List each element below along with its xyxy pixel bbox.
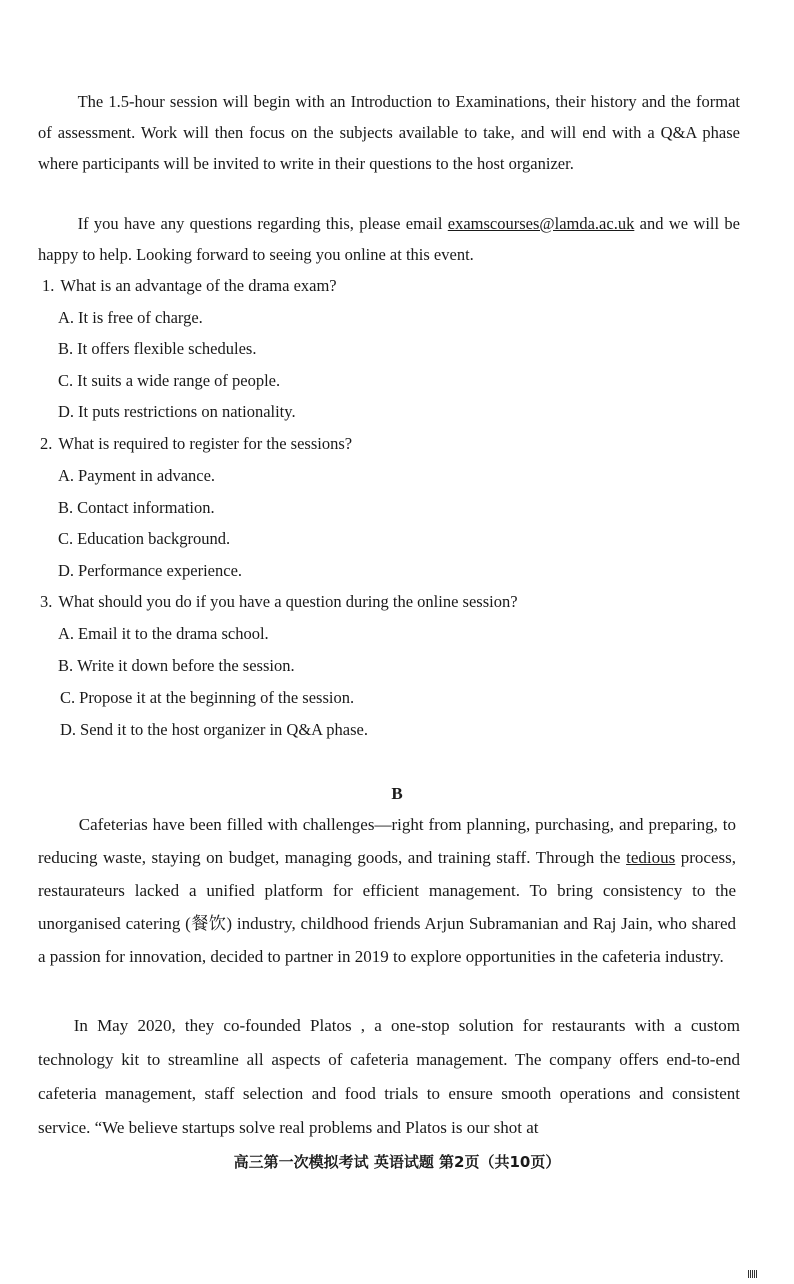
paragraph-2-text-start: If you have any questions regarding this, please email bbox=[77, 214, 448, 233]
option-text: Education background. bbox=[77, 529, 231, 548]
option-letter: B. bbox=[58, 498, 74, 517]
question-1-option-d bbox=[58, 396, 296, 427]
question-number: 3. bbox=[40, 592, 53, 611]
question-2-option-a bbox=[58, 460, 215, 491]
question-2 bbox=[40, 428, 352, 459]
option-letter: C. bbox=[58, 529, 74, 548]
question-3-option-b bbox=[58, 650, 295, 681]
option-text: Propose it at the beginning of the session. bbox=[79, 688, 355, 707]
option-text: Email it to the drama school. bbox=[78, 624, 269, 643]
paragraph-1-text-start: Cafeterias have been filled with challenges—right from planning, purchasing, and preparing, to reducing waste, staying on budget, managing goods, and training staff. Through the bbox=[38, 815, 736, 867]
question-1-option-c bbox=[58, 365, 280, 396]
paragraph-1-text-end: process, restaurateurs lacked a unified platform for efficient management. To bring consistency to the unorganised catering (餐饮) industry, childhood friends Arjun Subramanian and Raj Jain, who shared a passion for innovation, decided to partner in 2019 to explore opportunities in the cafeteria industry. bbox=[38, 848, 736, 966]
option-text: It suits a wide range of people. bbox=[77, 371, 281, 390]
option-letter: D. bbox=[60, 720, 77, 739]
email-link[interactable]: examscourses@lamda.ac.uk bbox=[447, 214, 635, 233]
option-text: Write it down before the session. bbox=[77, 656, 295, 675]
question-1 bbox=[42, 270, 337, 301]
section-b-title: B bbox=[391, 784, 403, 803]
question-3 bbox=[40, 586, 518, 617]
underlined-word-tedious: tedious bbox=[626, 848, 676, 867]
option-text: It offers flexible schedules. bbox=[77, 339, 257, 358]
question-number: 1. bbox=[42, 276, 55, 295]
question-1-option-b bbox=[58, 333, 256, 364]
option-text: Payment in advance. bbox=[78, 466, 216, 485]
option-text: It puts restrictions on nationality. bbox=[78, 402, 296, 421]
question-2-option-d bbox=[58, 555, 242, 586]
question-text: What is an advantage of the drama exam? bbox=[60, 276, 337, 295]
option-letter: B. bbox=[58, 339, 74, 358]
corner-scan-mark-icon bbox=[748, 1270, 758, 1278]
option-text: Send it to the host organizer in Q&A phase. bbox=[80, 720, 368, 739]
question-2-option-b bbox=[58, 492, 215, 523]
passage-a-paragraph-2 bbox=[38, 208, 740, 270]
paragraph-2-text-end: and we will be happy to help. Looking forward to seeing you online at this event. bbox=[38, 214, 740, 264]
option-letter: A. bbox=[58, 466, 75, 485]
passage-b-paragraph-2: In May 2020, they co-founded Platos , a one-stop solution for restaurants with a custom technology kit to streamline all aspects of cafeteria management. The company offers end-to-end cafeteria management, staff selection and food trials to ensure smooth operations and consistent service. “We believe startups solve real problems and Platos is our shot at bbox=[38, 1016, 740, 1137]
question-3-option-c bbox=[60, 682, 354, 713]
option-letter: D. bbox=[58, 561, 75, 580]
option-letter: A. bbox=[58, 308, 75, 327]
option-letter: A. bbox=[58, 624, 75, 643]
passage-b-paragraph-1 bbox=[38, 808, 736, 973]
page-footer: 高三第一次模拟考试 英语试题 第2页（共10页） bbox=[233, 1153, 561, 1171]
question-3-option-a bbox=[58, 618, 269, 649]
option-text: Contact information. bbox=[77, 498, 215, 517]
option-letter: C. bbox=[60, 688, 76, 707]
question-text: What is required to register for the sessions? bbox=[58, 434, 353, 453]
question-text: What should you do if you have a question during the online session? bbox=[58, 592, 518, 611]
option-text: It is free of charge. bbox=[78, 308, 203, 327]
question-3-option-d bbox=[60, 714, 368, 745]
option-letter: B. bbox=[58, 656, 74, 675]
question-1-option-a bbox=[58, 302, 203, 333]
question-number: 2. bbox=[40, 434, 53, 453]
option-text: Performance experience. bbox=[78, 561, 243, 580]
question-2-option-c bbox=[58, 523, 230, 554]
option-letter: C. bbox=[58, 371, 74, 390]
passage-a-paragraph-1: The 1.5-hour session will begin with an Introduction to Examinations, their history and the format of assessment. Work will then focus on the subjects available to take, and will end with a Q&A phase where participants will be invited to write in their questions to the host organizer. bbox=[38, 92, 740, 173]
option-letter: D. bbox=[58, 402, 75, 421]
